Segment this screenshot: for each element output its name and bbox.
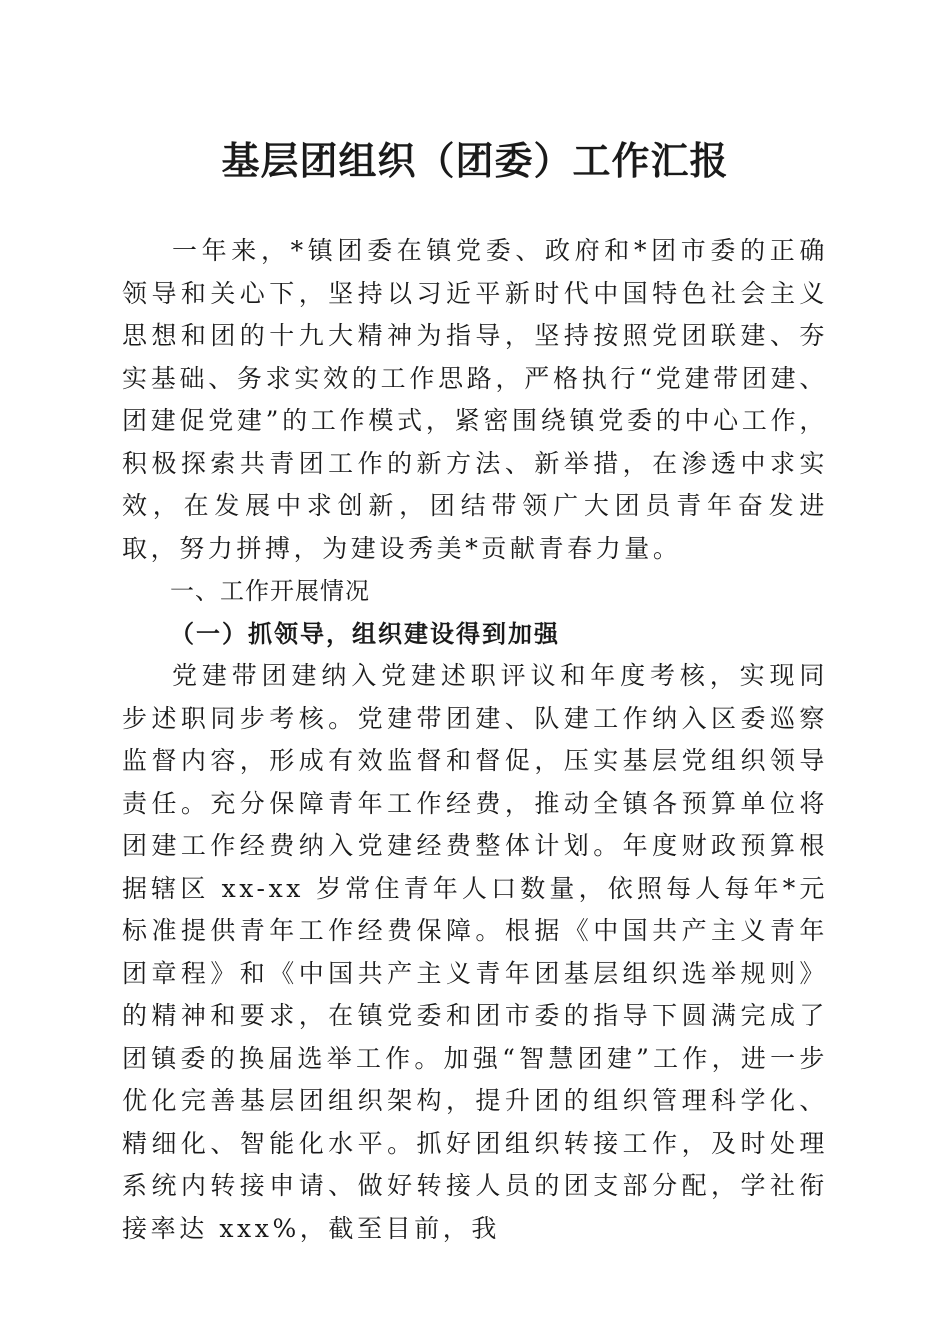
document-body bbox=[122, 230, 828, 1250]
subsection-heading: （一）抓领导，组织建设得到加强 bbox=[170, 618, 560, 648]
section-heading: 一、工作开展情况 bbox=[170, 577, 370, 605]
intro-paragraph: 一年来，*镇团委在镇党委、政府和*团市委的正确领导和关心下，坚持以习近平新时代中国特色社会主义思想和团的十九大精神为指导，坚持按照党团联建、夯实基础、务求实效的工作思路，严格执行“党建带团建、团建促党建”的工作模式，紧密围绕镇党委的中心工作，积极探索共青团工作的新方法、新举措，在渗透中求实效，在发展中求创新，团结带领广大团员青年奋发进取，努力拼搏，为建设秀美*贡献青春力量。 bbox=[122, 236, 828, 563]
body-paragraph: 党建带团建纳入党建述职评议和年度考核，实现同步述职同步考核。党建带团建、队建工作纳入区委巡察监督内容，形成有效监督和督促，压实基层党组织领导责任。充分保障青年工作经费，推动全镇各预算单位将团建工作经费纳入党建经费整体计划。年度财政预算根据辖区 xx-xx 岁常住青年人口数量，依照每人每年*元标准提供青年工作经费保障。根据《中国共产主义青年团章程》和《中国共产主义青年团基层组织选举规则》的精神和要求，在镇党委和团市委的指导下圆满完成了团镇委的换届选举工作。加强“智慧团建”工作，进一步优化完善基层团组织架构，提升团的组织管理科学化、精细化、智能化水平。抓好团组织转接工作，及时处理系统内转接申请、做好转接人员的团支部分配，学社衔接率达 xxx%，截至目前，我 bbox=[122, 661, 828, 1243]
document-title: 基层团组织（团委）工作汇报 bbox=[221, 138, 729, 183]
